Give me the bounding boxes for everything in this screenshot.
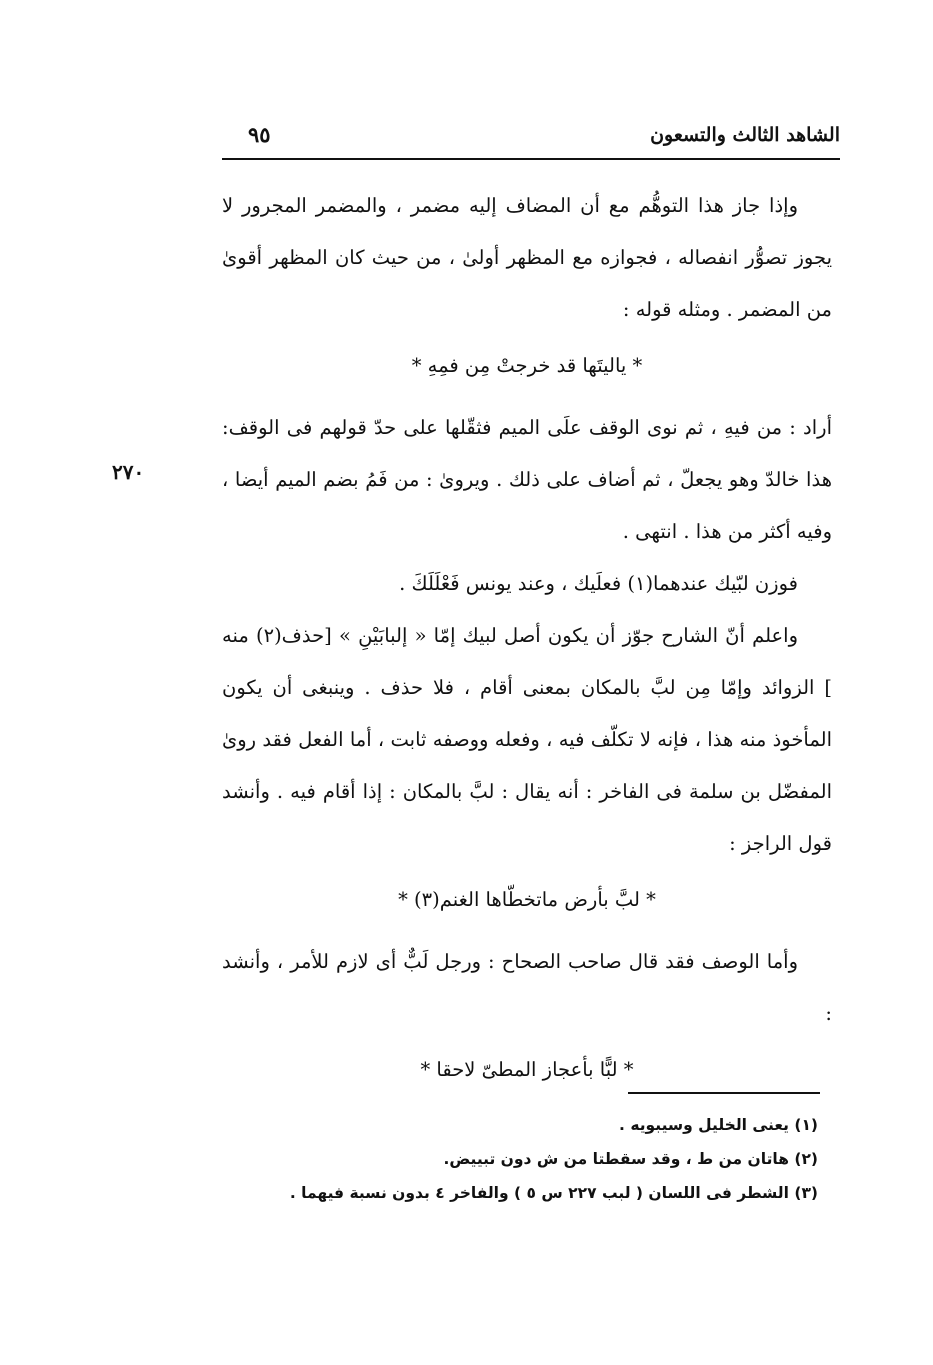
footnote-rule xyxy=(628,1092,820,1094)
verse-1: * ياليتَها قد خرجتْ مِن فمِهِ * xyxy=(411,354,643,377)
paragraph-2: أراد : من فيهِ ، ثم نوى الوقف علَى الميم فثقّلها على حدّ قولهم فى الوقف: هذا خالدّ وهو يجعلّ ، ثم أضاف على ذلك . ويروىٰ : من فَمُ بضم الميم أيضا ، وفيه أكثر من هذا . انتهى . xyxy=(222,416,832,543)
paragraph-5: وأما الوصف فقد قال صاحب الصحاح : ورجل لَبٌّ أى لازم للأمر ، وأنشد : xyxy=(222,950,832,1025)
margin-reference-number: ٢٧٠ xyxy=(112,460,145,484)
footnote-1: (١) يعنى الخليل وسيبويه . xyxy=(619,1116,818,1134)
footnote-2: (٢) هاتان من ط ، وقد سقطتا من ش دون تبييض. xyxy=(443,1150,818,1168)
verse-3: * لبًّا بأعجاز المطىّ لاحقا * xyxy=(420,1058,634,1081)
verse-2: * لبَّ بأرض ماتخطّاها الغنم(٣) * xyxy=(398,888,656,911)
main-text xyxy=(222,180,832,1106)
paragraph-4: واعلم أنّ الشارح جوّز أن يكون أصل لبيك إمّا « إلبابَيْنِ » [حذف(٢) منه ] الزوائد وإمّا مِن لبَّ بالمكان بمعنى أقام ، فلا حذف . وينبغى أن يكون المأخوذ منه هذا ، فإنه لا تكلّف فيه ، وفعله ووصفه ثابت ، أما الفعل فقد روىٰ المفضّل بن سلمة فى الفاخر : أنه يقال : لبَّ بالمكان : إذا أقام فيه . وأنشد قول الراجز : xyxy=(222,624,832,855)
running-header-title: الشاهد الثالث والتسعون xyxy=(650,124,840,146)
footnote-3: (٣) الشطر فى اللسان ( لبب ٢٢٧ س ٥ ) والفاخر ٤ بدون نسبة فيهما . xyxy=(289,1184,818,1202)
page-number: ٩٥ xyxy=(248,122,271,147)
footnotes xyxy=(218,1108,818,1210)
running-header xyxy=(222,118,840,154)
header-rule xyxy=(222,158,840,160)
paragraph-1: وإذا جاز هذا التوهُّم مع أن المضاف إليه مضمر ، والمضمر المجرور لا يجوز تصوُّر انفصاله ، فجوازه مع المظهر أولىٰ ، من حيث كان المظهر أقوىٰ من المضمر . ومثله قوله : xyxy=(222,194,832,321)
paragraph-3: فوزن لبّيك عندهما(١) فعلَيك ، وعند يونس فَعْلَلَكَ . xyxy=(399,572,798,595)
